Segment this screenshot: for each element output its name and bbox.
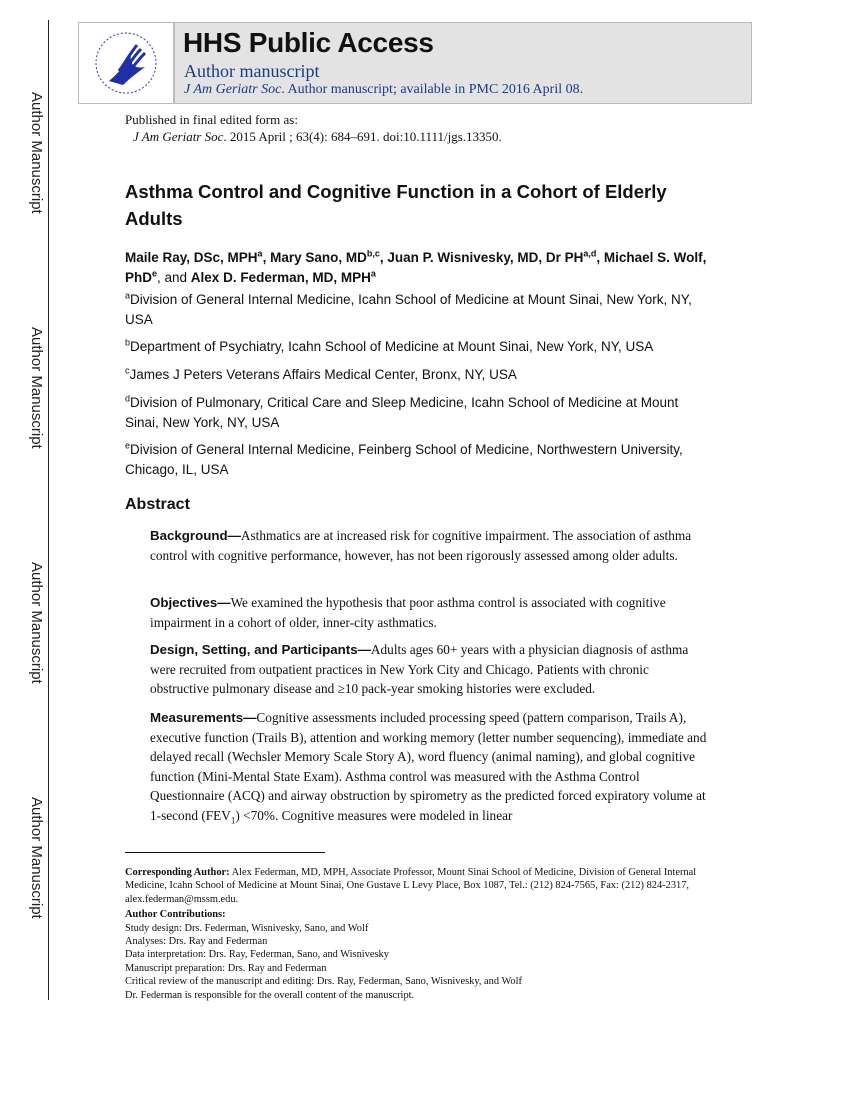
published-label: Published in final edited form as: [125,112,298,127]
author: Juan P. Wisnivesky, MD, Dr PH$^{a,d}$, [387,248,604,265]
contribution-line: Study design: Drs. Federman, Wisnivesky, Sano, and Wolf [125,922,369,934]
abstract-design: Design, Setting, and Participants—Adults ages 60+ years with a physician diagnosis of asthma were recruited from outpatient practices in New York City and Chicago. Patients with chronic obstructive pulmonary disease and ≥10 pack-year smoking histories were excluded. [150,642,689,696]
author: Mary Sano, MD$^{b,c}$, [270,248,388,265]
footnotes [125,866,725,1002]
side-label-text: Author Manuscript [28,92,45,214]
abstract-background: Background—Asthmatics are at increased risk for cognitive impairment. The association of asthma control with cognitive performance, however, has not been rigorously assessed among older adults. [150,528,692,563]
abstract-heading: Abstract [125,496,190,513]
affiliation: $^e$Division of General Internal Medicine, Feinberg School of Medicine, Northwestern University, Chicago, IL, USA [125,440,683,477]
side-label [25,92,45,232]
header-subtitle: Author manuscript [184,61,320,81]
availability-text: . Author manuscript; available in PMC 2016 April 08. [281,82,584,97]
side-label [25,327,45,467]
header-title: HHS Public Access [183,27,434,58]
header-availability [184,82,583,98]
journal-name: J Am Geriatr Soc [184,82,282,97]
hhs-header [78,22,752,104]
contributions-heading: Author Contributions: [125,909,226,921]
side-label-text: Author Manuscript [28,327,45,449]
author: Alex D. Federman, MD, MPH$^a$ [190,268,376,285]
side-label-text: Author Manuscript [28,562,45,684]
side-label-text: Author Manuscript [28,797,45,919]
journal-name: J Am Geriatr Soc [133,129,224,144]
side-label [25,797,45,937]
published-info [125,111,502,145]
citation-text: . 2015 April ; 63(4): 684–691. doi:10.1111/jgs.13350. [223,129,502,144]
contribution-line: Data interpretation: Drs. Ray, Federman, Sano, and Wisnivesky [125,949,389,961]
contribution-line: Analyses: Drs. Ray and Federman [125,936,268,948]
side-label [25,562,45,702]
article-title: Asthma Control and Cognitive Function in a Cohort of Elderly Adults [125,181,667,229]
author: Maile Ray, DSc, MPH$^a$, [125,248,271,265]
author-list [125,248,715,288]
abstract-objectives: Objectives—We examined the hypothesis that poor asthma control is associated with cognitive impairment in a cohort of older, inner-city asthmatics. [150,595,666,630]
contribution-line: Manuscript preparation: Drs. Ray and Federman [125,962,327,974]
contribution-line: Critical review of the manuscript and editing: Drs. Ray, Federman, Sano, Wisnivesky, and Wolf [125,976,522,988]
citation [125,128,502,145]
abstract-measurements: Measurements—Cognitive assessments included processing speed (pattern comparison, Trails A), executive function (Trails B), attention and working memory (letter number sequencing), immediate and delayed recall (Wechsler Memory Scale Story A), word fluency (animal naming), and global cognitive function (Mini-Mental State Exam). Asthma control was measured with the Asthma Control Questionnaire (ACQ) and airway obstruction by spirometry as the predicted forced expiratory volume at 1-second $(FEV_1) <70\%$. Cognitive measures were modeled in linear [150,710,707,826]
side-rule [48,20,49,1000]
corresponding-author: Corresponding Author: Alex Federman, MD, MPH, Associate Professor, Mount Sinai School of Medicine, Division of General Internal Medicine, Icahn School of Medicine at Mount Sinai, One Gustave L Levy Place, Box 1087, Tel.: (212) 824-7565, Fax: (212) 824-2317, alex.federman@mssm.edu. [125,867,697,905]
affiliation: $^a$Division of General Internal Medicine, Icahn School of Medicine at Mount Sinai, New York, NY, USA [125,290,692,327]
hhs-logo-icon [79,23,175,103]
contribution-line: Dr. Federman is responsible for the overall content of the manuscript. [125,989,415,1001]
author: Michael S. Wolf, PhD$^e$, and [125,250,707,285]
affiliation: $^d$Division of Pulmonary, Critical Care and Sleep Medicine, Icahn School of Medicine at Mount Sinai, New York, NY, USA [125,393,679,430]
affiliation: $^b$Department of Psychiatry, Icahn School of Medicine at Mount Sinai, New York, NY, USA [125,337,654,354]
footnote-rule [125,852,325,853]
affiliation: $^c$James J Peters Veterans Affairs Medical Center, Bronx, NY, USA [125,365,517,382]
